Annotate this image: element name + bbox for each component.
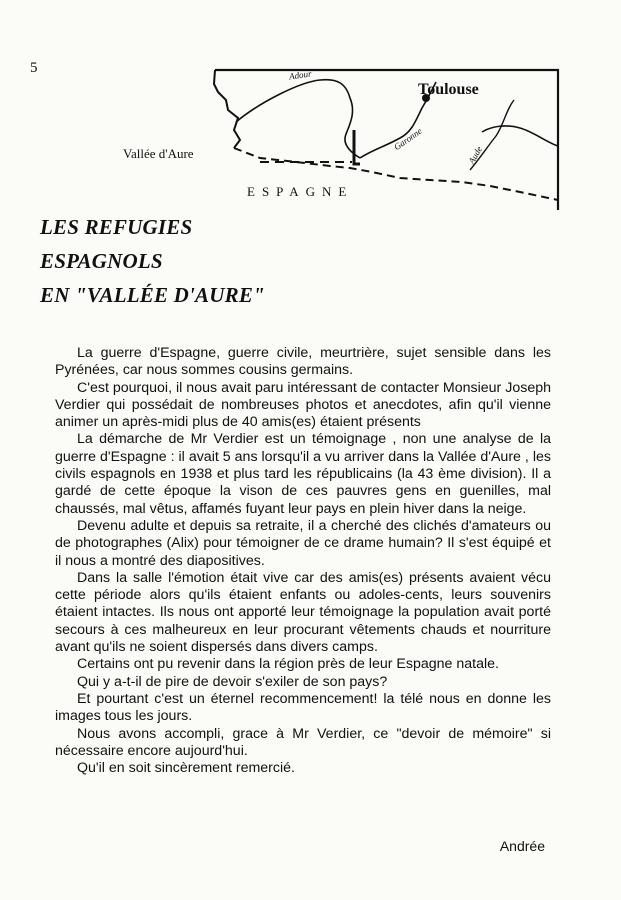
map-label-espagne: ESPAGNE [247, 184, 354, 199]
title-line-1: LES REFUGIES [40, 215, 193, 239]
paragraph: Nous avons accompli, grace à Mr Verdier, ce "devoir de mémoire" si nécessaire encore aujourd'hui. [55, 725, 551, 759]
aure-marker [354, 130, 360, 164]
paragraph: La démarche de Mr Verdier est un témoignage , non une analyse de la guerre d'Espagne : il avait 5 ans lorsqu'il a vu arriver dans la Vallée d'Aure , les civils espagnols en 1938 et plus tard les républicains (la 43 ème division). Il a gardé de cette époque la vison de ces pauvres gens en guenilles, mal chaussés, mal vêtus, affamés fuyant leur pays en plein hiver dans la neige. [55, 431, 551, 517]
map-label-adour: Adour [288, 68, 313, 82]
paragraph: C'est pourquoi, il nous avait paru intéressant de contacter Monsieur Joseph Verdier qui possédait de nombreuses photos et anecdotes, afin qu'il vienne animer un après-midi plus de 40 amis(es) étaient présents [55, 379, 551, 431]
paragraph: Devenu adulte et depuis sa retraite, il a cherché des clichés d'amateurs ou de photographes (Alix) pour témoigner de ce drame humain? Il s'est équipé et il nous a montré des diapositives. [55, 517, 551, 569]
article-title [40, 210, 265, 312]
coastline [214, 70, 240, 148]
article-body [55, 345, 551, 777]
mediterranean-coast [482, 126, 558, 146]
map-label-garonne: Garonne [391, 125, 424, 153]
title-line-3: EN "VALLÉE D'AURE" [40, 283, 265, 307]
adour-river [236, 80, 360, 158]
paragraph: Qui y a-t-il de pire de devoir s'exiler de son pays? [77, 673, 388, 690]
signature: Andrée [499, 838, 545, 854]
map-label-vallee-aure: Vallée d'Aure [123, 146, 194, 161]
paragraph: Certains ont pu revenir dans la région près de leur Espagne natale. [77, 656, 499, 673]
paragraph: La guerre d'Espagne, guerre civile, meurtrière, sujet sensible dans les Pyrénées, car nous sommes cousins germains. [55, 345, 551, 379]
map-label-toulouse: Toulouse [418, 81, 479, 98]
page-number: 5 [30, 60, 38, 76]
title-line-2: ESPAGNOLS [40, 249, 163, 273]
map-label-aude: Aude [466, 144, 485, 166]
paragraph: Dans la salle l'émotion était vive car des amis(es) présents avaient vécu cette période alors qu'ils étaient enfants ou adoles-cents, leurs souvenirs étaient intactes. Ils nous ont apporté leur témoignage la population avait porté secours à ces malheureux en leur procurant vêtements chauds et nourriture avant qu'ils ne soient dispersés dans divers camps. [55, 569, 551, 656]
paragraph: Et pourtant c'est un éternel recommencement! la télé nous en donne les images tous les jours. [55, 690, 551, 725]
paragraph: Qu'il en soit sincèrement remercié. [77, 760, 295, 777]
